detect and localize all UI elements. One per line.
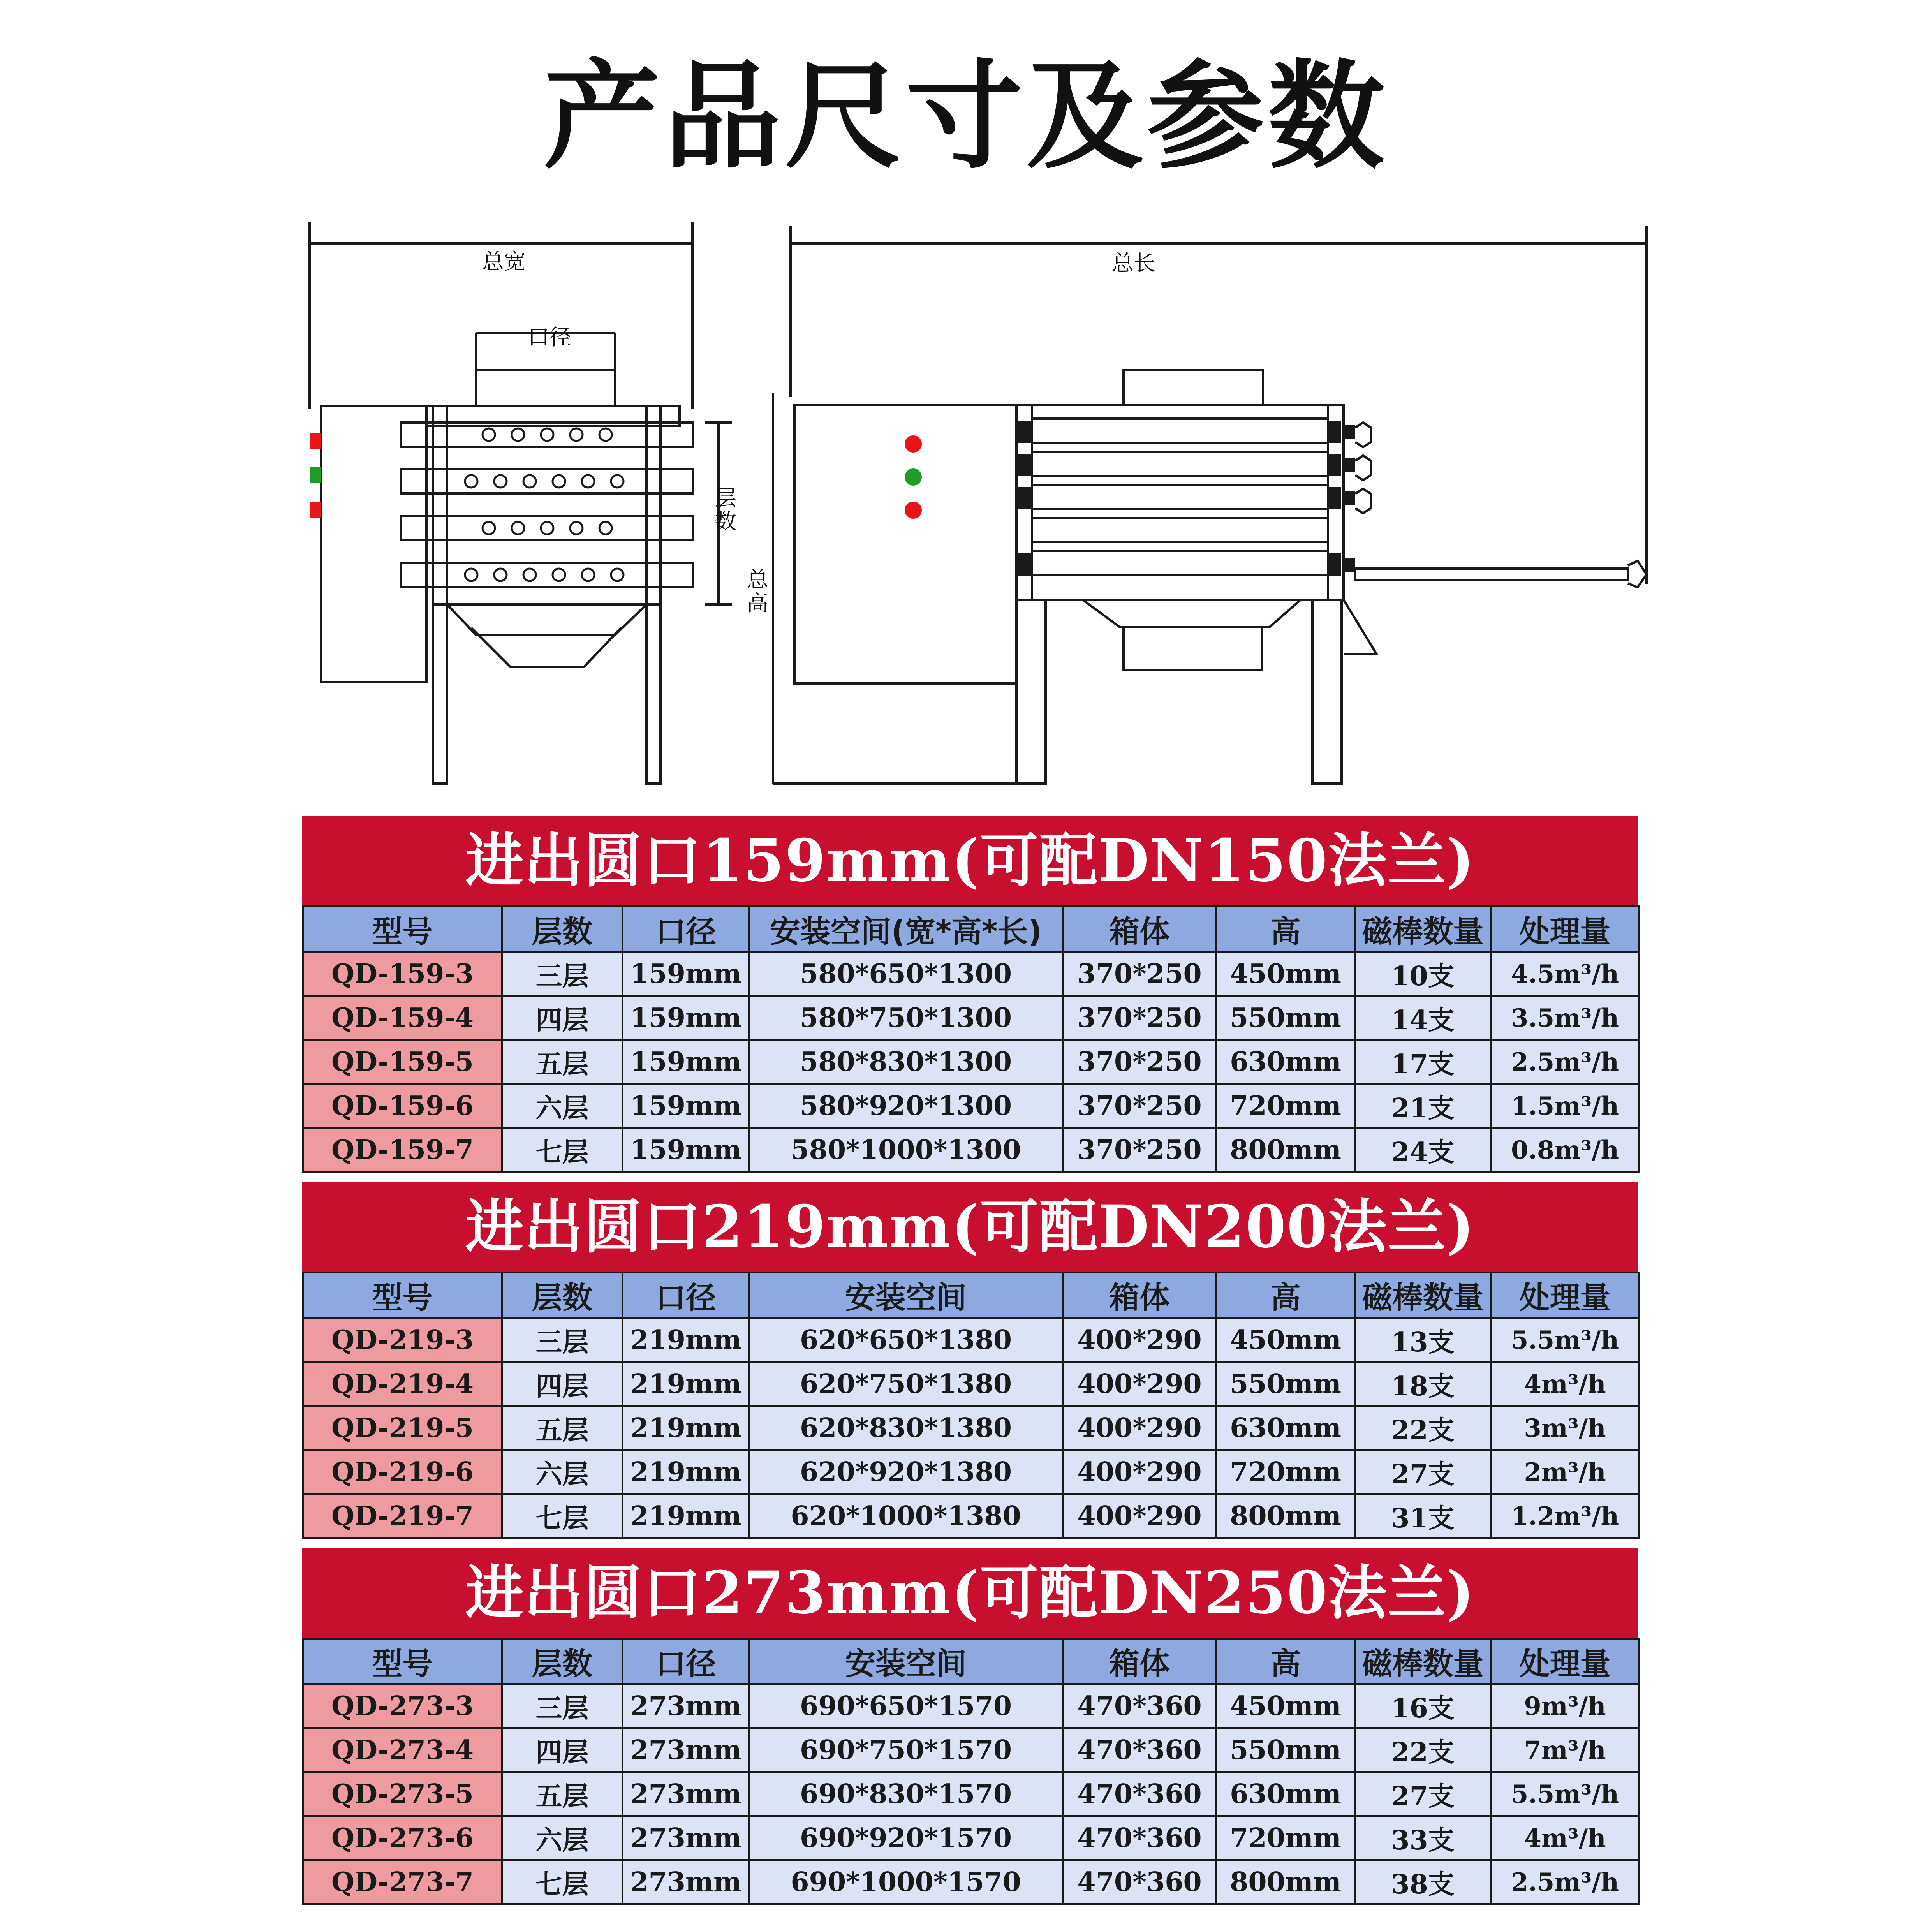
model-cell: QD-273-7	[303, 1860, 502, 1904]
table-cell: 3.5m³/h	[1491, 996, 1639, 1040]
model-cell: QD-159-7	[303, 1128, 502, 1172]
table-cell: 1.2m³/h	[1491, 1494, 1639, 1538]
table-cell: 三层	[502, 1318, 623, 1362]
table-row	[303, 1040, 1639, 1084]
column-header: 口径	[623, 1639, 749, 1684]
table-row	[303, 1318, 1639, 1362]
table-cell: 450mm	[1217, 1684, 1355, 1728]
column-header: 箱体	[1063, 1639, 1217, 1684]
table-cell: 17支	[1355, 1040, 1491, 1084]
model-cell: QD-159-4	[303, 996, 502, 1040]
table-cell: 六层	[502, 1450, 623, 1494]
column-header: 口径	[623, 1273, 749, 1318]
column-header: 处理量	[1491, 1273, 1639, 1318]
table-cell: 370*250	[1063, 1128, 1217, 1172]
table-cell: 550mm	[1217, 1728, 1355, 1772]
table-cell: 219mm	[623, 1318, 749, 1362]
table-cell: 630mm	[1217, 1772, 1355, 1816]
table-cell: 580*1000*1300	[749, 1128, 1063, 1172]
table-cell: 4m³/h	[1491, 1816, 1639, 1860]
table-cell: 4.5m³/h	[1491, 952, 1639, 996]
model-cell: QD-219-3	[303, 1318, 502, 1362]
section-header: 进出圆口219mm(可配DN200法兰)	[302, 1182, 1638, 1272]
column-header: 高	[1217, 907, 1355, 952]
column-header: 高	[1217, 1639, 1355, 1684]
table-cell: 620*650*1380	[749, 1318, 1063, 1362]
layers-label: 层数	[715, 486, 736, 534]
table-row	[303, 1684, 1639, 1728]
total-length-label: 总长	[1112, 251, 1155, 276]
table-row	[303, 1128, 1639, 1172]
table-cell: 159mm	[623, 1128, 749, 1172]
table-cell: 38支	[1355, 1860, 1491, 1904]
table-cell: 450mm	[1217, 1318, 1355, 1362]
column-header: 层数	[502, 1273, 623, 1318]
table-cell: 370*250	[1063, 952, 1217, 996]
table-cell: 四层	[502, 996, 623, 1040]
column-header: 高	[1217, 1273, 1355, 1318]
table-cell: 580*650*1300	[749, 952, 1063, 996]
column-header: 箱体	[1063, 1273, 1217, 1318]
table-cell: 470*360	[1063, 1860, 1217, 1904]
table-cell: 21支	[1355, 1084, 1491, 1128]
spec-section-3	[302, 1548, 1638, 1905]
table-cell: 580*920*1300	[749, 1084, 1063, 1128]
column-header: 型号	[303, 907, 502, 952]
table-cell: 159mm	[623, 1084, 749, 1128]
table-cell: 五层	[502, 1040, 623, 1084]
table-cell: 620*1000*1380	[749, 1494, 1063, 1538]
column-header: 磁棒数量	[1355, 907, 1491, 952]
table-row	[303, 1362, 1639, 1406]
table-cell: 620*830*1380	[749, 1406, 1063, 1450]
table-cell: 七层	[502, 1860, 623, 1904]
column-header: 安装空间(宽*高*长)	[749, 907, 1063, 952]
table-cell: 3m³/h	[1491, 1406, 1639, 1450]
table-cell: 550mm	[1217, 1362, 1355, 1406]
column-header: 层数	[502, 1639, 623, 1684]
section-header: 进出圆口273mm(可配DN250法兰)	[302, 1548, 1638, 1638]
table-cell: 六层	[502, 1084, 623, 1128]
table-cell: 10支	[1355, 952, 1491, 996]
table-cell: 370*250	[1063, 1040, 1217, 1084]
page-title: 产品尺寸及参数	[543, 49, 1389, 185]
table-header-row	[303, 907, 1639, 952]
column-header: 箱体	[1063, 907, 1217, 952]
table-row	[303, 1816, 1639, 1860]
column-header: 磁棒数量	[1355, 1639, 1491, 1684]
table-cell: 22支	[1355, 1728, 1491, 1772]
table-row	[303, 1860, 1639, 1904]
table-cell: 273mm	[623, 1772, 749, 1816]
table-cell: 470*360	[1063, 1816, 1217, 1860]
table-cell: 470*360	[1063, 1772, 1217, 1816]
table-row	[303, 1494, 1639, 1538]
table-cell: 690*830*1570	[749, 1772, 1063, 1816]
table-cell: 400*290	[1063, 1318, 1217, 1362]
table-cell: 18支	[1355, 1362, 1491, 1406]
table-row	[303, 1728, 1639, 1772]
table-cell: 470*360	[1063, 1684, 1217, 1728]
table-cell: 22支	[1355, 1406, 1491, 1450]
model-cell: QD-159-6	[303, 1084, 502, 1128]
table-cell: 31支	[1355, 1494, 1491, 1538]
table-header-row	[303, 1639, 1639, 1684]
red-indicator-light-top	[310, 433, 321, 449]
table-cell: 273mm	[623, 1860, 749, 1904]
table-cell: 2m³/h	[1491, 1450, 1639, 1494]
table-row	[303, 1406, 1639, 1450]
table-cell: 2.5m³/h	[1491, 1040, 1639, 1084]
column-header: 处理量	[1491, 1639, 1639, 1684]
table-cell: 2.5m³/h	[1491, 1860, 1639, 1904]
table-cell: 219mm	[623, 1362, 749, 1406]
table-cell: 5.5m³/h	[1491, 1772, 1639, 1816]
table-cell: 800mm	[1217, 1128, 1355, 1172]
table-row	[303, 1450, 1639, 1494]
column-header: 安装空间	[749, 1273, 1063, 1318]
total-width-label: 总宽	[482, 249, 526, 275]
spec-table	[302, 1272, 1640, 1539]
table-cell: 620*920*1380	[749, 1450, 1063, 1494]
column-header: 安装空间	[749, 1639, 1063, 1684]
model-cell: QD-219-7	[303, 1494, 502, 1538]
table-cell: 27支	[1355, 1772, 1491, 1816]
red-indicator-light-bottom	[310, 502, 321, 518]
table-cell: 370*250	[1063, 996, 1217, 1040]
table-cell: 800mm	[1217, 1494, 1355, 1538]
table-cell: 800mm	[1217, 1860, 1355, 1904]
table-cell: 9m³/h	[1491, 1684, 1639, 1728]
table-cell: 0.8m³/h	[1491, 1128, 1639, 1172]
table-cell: 三层	[502, 1684, 623, 1728]
table-cell: 24支	[1355, 1128, 1491, 1172]
model-cell: QD-273-6	[303, 1816, 502, 1860]
table-cell: 16支	[1355, 1684, 1491, 1728]
table-cell: 690*650*1570	[749, 1684, 1063, 1728]
table-cell: 六层	[502, 1816, 623, 1860]
table-cell: 219mm	[623, 1494, 749, 1538]
table-cell: 159mm	[623, 996, 749, 1040]
column-header: 型号	[303, 1639, 502, 1684]
table-cell: 400*290	[1063, 1450, 1217, 1494]
table-cell: 720mm	[1217, 1084, 1355, 1128]
table-cell: 七层	[502, 1128, 623, 1172]
column-header: 型号	[303, 1273, 502, 1318]
table-cell: 273mm	[623, 1816, 749, 1860]
table-cell: 470*360	[1063, 1728, 1217, 1772]
spec-table	[302, 1638, 1640, 1905]
total-height-label: 总高	[747, 567, 768, 616]
table-row	[303, 1772, 1639, 1816]
model-cell: QD-273-3	[303, 1684, 502, 1728]
table-cell: 550mm	[1217, 996, 1355, 1040]
table-cell: 14支	[1355, 996, 1491, 1040]
table-cell: 五层	[502, 1772, 623, 1816]
table-cell: 720mm	[1217, 1450, 1355, 1494]
table-cell: 三层	[502, 952, 623, 996]
table-cell: 630mm	[1217, 1040, 1355, 1084]
table-cell: 720mm	[1217, 1816, 1355, 1860]
table-row	[303, 996, 1639, 1040]
section-header: 进出圆口159mm(可配DN150法兰)	[302, 816, 1638, 905]
table-cell: 370*250	[1063, 1084, 1217, 1128]
column-header: 处理量	[1491, 907, 1639, 952]
table-cell: 400*290	[1063, 1406, 1217, 1450]
column-header: 口径	[623, 907, 749, 952]
product-dimension-drawing	[0, 0, 1932, 814]
table-cell: 219mm	[623, 1450, 749, 1494]
table-cell: 219mm	[623, 1406, 749, 1450]
table-cell: 159mm	[623, 952, 749, 996]
model-cell: QD-159-5	[303, 1040, 502, 1084]
table-cell: 7m³/h	[1491, 1728, 1639, 1772]
table-cell: 四层	[502, 1362, 623, 1406]
table-row	[303, 952, 1639, 996]
table-cell: 580*830*1300	[749, 1040, 1063, 1084]
table-cell: 159mm	[623, 1040, 749, 1084]
spec-section-2	[302, 1182, 1638, 1539]
port-diameter-label: 口径	[528, 325, 571, 350]
table-cell: 33支	[1355, 1816, 1491, 1860]
table-cell: 5.5m³/h	[1491, 1318, 1639, 1362]
spec-section-1	[302, 816, 1638, 1173]
table-cell: 690*750*1570	[749, 1728, 1063, 1772]
model-cell: QD-219-6	[303, 1450, 502, 1494]
table-cell: 四层	[502, 1728, 623, 1772]
table-cell: 690*920*1570	[749, 1816, 1063, 1860]
table-cell: 七层	[502, 1494, 623, 1538]
column-header: 磁棒数量	[1355, 1273, 1491, 1318]
table-row	[303, 1084, 1639, 1128]
table-cell: 580*750*1300	[749, 996, 1063, 1040]
table-cell: 273mm	[623, 1684, 749, 1728]
table-cell: 400*290	[1063, 1494, 1217, 1538]
table-cell: 630mm	[1217, 1406, 1355, 1450]
table-cell: 620*750*1380	[749, 1362, 1063, 1406]
table-cell: 13支	[1355, 1318, 1491, 1362]
column-header: 层数	[502, 907, 623, 952]
table-cell: 4m³/h	[1491, 1362, 1639, 1406]
model-cell: QD-219-5	[303, 1406, 502, 1450]
table-cell: 五层	[502, 1406, 623, 1450]
table-cell: 273mm	[623, 1728, 749, 1772]
table-cell: 27支	[1355, 1450, 1491, 1494]
model-cell: QD-219-4	[303, 1362, 502, 1406]
table-header-row	[303, 1273, 1639, 1318]
model-cell: QD-273-5	[303, 1772, 502, 1816]
table-cell: 690*1000*1570	[749, 1860, 1063, 1904]
model-cell: QD-273-4	[303, 1728, 502, 1772]
table-cell: 400*290	[1063, 1362, 1217, 1406]
model-cell: QD-159-3	[303, 952, 502, 996]
table-cell: 1.5m³/h	[1491, 1084, 1639, 1128]
green-indicator-light	[310, 467, 321, 483]
table-cell: 450mm	[1217, 952, 1355, 996]
spec-table	[302, 905, 1640, 1173]
